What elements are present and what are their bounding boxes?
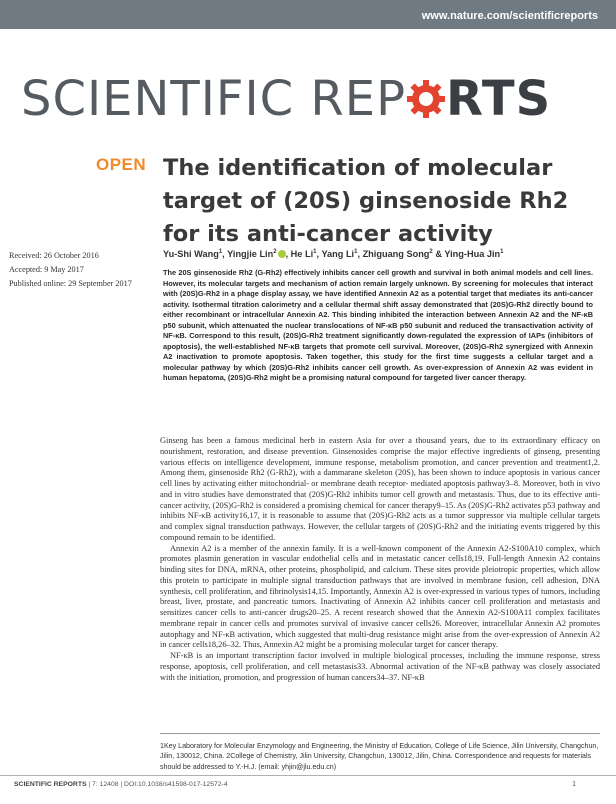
author-separator: & (432, 249, 445, 260)
page-number: 1 (572, 781, 576, 788)
body-text (160, 436, 600, 683)
received-date: Received: 26 October 2016 (9, 251, 99, 260)
author-separator: , (222, 249, 228, 260)
author-name[interactable]: Yu-Shi Wang (163, 249, 219, 260)
footer-doi: | 7: 12408 | DOI:10.1038/s41598-017-12572-4 (86, 781, 228, 788)
author-affiliation-sup: 1 (354, 249, 358, 255)
author-separator: , (285, 249, 291, 260)
author-affiliation-sup: 2 (273, 249, 277, 255)
author-affiliation-sup: 2 (429, 249, 433, 255)
body-paragraph: Ginseng has been a famous medicinal herb in eastern Asia for over a thousand years, due to its extraordinary efficacy on nourishment, restoration, and disease prevention. Ginsenosides comprise the major effective ingredients of ginseng, presenting various effects on intelligence development, immune response, metabolism promotion, and cancer prevention and treatment1,2. Among them, ginsenoside Rh2 (G-Rh2), with a dammarane skeleton (20S), has been shown to induce apoptosis in various cancer cell lines by activating either mitochondrial- or membrane death receptor- mediated apoptosis pathway3–8. Moreover, both in vivo and in vitro studies have demonstrated that (20S)G-Rh2 inhibits tumor cell growth and metastasis. Thus, due to its effective anti-cancer activity, (20S)G-Rh2 is considered a promising chemical for cancer therapy9–15. As (20S)G-Rh2 activates p53 pathway and inhibits NF-κB activity16,17, it is reasonable to assume that (20S)G-Rh2 acts as a tumor suppressor via multiple cellular targets and complex signal transduction pathways. However, the cellular targets of (20S)G-Rh2 and the initiating events triggered by this compound remain to be identified. (160, 436, 600, 542)
author-name[interactable]: Ying-Hua Jin (444, 249, 501, 260)
orcid-icon[interactable] (278, 250, 286, 258)
body-paragraph: NF-κB is an important transcription factor involved in multiple biological processes, including the immune response, stress response, apoptosis, cell proliferation, and cell metastasis33. Abnormal activation of the NF-κB pathway was closely associated with the initiation, promotion, and progression of human cancers34–37. NF-κB (160, 651, 600, 682)
author-separator: , (316, 249, 322, 260)
author-name[interactable]: Zhiguang Song (362, 249, 430, 260)
author-affiliation-sup: 1 (218, 249, 223, 255)
body-paragraph: Annexin A2 is a member of the annexin family. It is a well-known component of the Annexin A2-S100A10 complex, which promotes plasmin generation in vascular endothelial cells and in metastatic cancer cells18,19. Full-length Annexin A2 contains binding sites for DNA, mRNA, other proteins, phospholipid, and calcium. These sites provide pleiotropic properties, which allow this protein to participate in multiple signal transduction pathways that are involved in membrane fusion, cell adhesion, DNA synthesis, cell proliferation, and fibrinolysis14,15. Importantly, Annexin A2 is over-expressed in various types of tumors, including breast, liver, prostate, and pancreatic tumors. Inactivating of Annexin A2 inhibits cancer cell proliferation and metastasis and sensitizes cancer cells to anti-cancer drugs20–25. A recent research showed that the Annexin A2-S100A11 complex facilitates membrane repair in cancer cells and promotes survival of invasive cancer cells26. Moreover, intracellular Annexin A2 promotes autophagy and NF-κB activation, which suggested that multi-drug resistance might arise from the over-expression of Annexin A2 in cancer cells18,26–32. Thus, Annexin A2 might be a promising molecular target for cancer therapy. (160, 543, 600, 650)
footnote-divider (160, 733, 600, 734)
logo-text-part2: RTS (446, 71, 552, 127)
author-name[interactable]: Yingjie Lin (227, 249, 274, 260)
author-separator: , (357, 249, 363, 260)
author-affiliation-sup: 1 (500, 249, 504, 255)
author-affiliation-sup: 1 (313, 249, 317, 255)
footer-citation (14, 781, 228, 788)
open-access-label: OPEN (96, 155, 147, 174)
footer-divider (0, 775, 616, 776)
logo-text-part1: SCIENTIFIC REP (21, 71, 407, 127)
article-title: The identification of molecular target of (20S) ginsenoside Rh2 for its anti-cancer activity (163, 155, 569, 247)
author-name[interactable]: Yang Li (321, 249, 355, 260)
abstract: The 20S ginsenoside Rh2 (G-Rh2) effectively inhibits cancer cell growth and survival in both animal models and cell lines. However, its molecular targets and mechanism of action remain largely unknown. By screening for molecules that interact with (20S)G-Rh2 in a phage display assay, we have identified Annexin A2 as a potential target that mediates its anti-cancer activity. Isothermal titration calorimetry and a cellular thermal shift assay demonstrated that (20S)G-Rh2 directly bound to either recombinant or intracellular Annexin A2. This binding inhibited the interaction between Annexin A2 and the NF-κB p50 subunit, which attenuated the nuclear translocations of NF-κB p50 subunit and reduced the transactivation activity of NF-κB. Correspond to this result, (20S)G-Rh2 treatment significantly down-regulated the expression of IAPs (inhibitors of apoptosis), the well-established NF-κB targets that promote cell survival. Moreover, (20S)G-Rh2 synergized with Annexin A2 inactivation to promote apoptosis. Taken together, this study for the first time suggests a cellular target and a molecular pathway by which (20S)G-Rh2 inhibits cancer cell growth. As over-expression of Annexin A2 was evident in human hepatoma, (20S)G-Rh2 might be a promising natural compound for targeted liver cancer therapy. (163, 268, 593, 383)
affiliation-footnote: 1Key Laboratory for Molecular Enzymology and Engineering, the Ministry of Education, College of Life Science, Jilin University, Changchun, Jilin, 130012, China. 2College of Chemistry, Jilin University, Changchun, 130012, Jilin, China. Correspondence and requests for materials should be addressed to Y.-H.J. (email: yhjin@jlu.edu.cn) (160, 742, 599, 771)
journal-logo (21, 64, 601, 134)
published-date: Published online: 29 September 2017 (9, 279, 132, 288)
footer-journal-name: SCIENTIFIC REPORTS (14, 781, 87, 788)
gear-icon (406, 68, 446, 108)
author-name[interactable]: He Li (290, 249, 314, 260)
author-list (163, 249, 603, 259)
site-url-link[interactable]: www.nature.com/scientificreports (421, 10, 598, 22)
accepted-date: Accepted: 9 May 2017 (9, 265, 84, 274)
